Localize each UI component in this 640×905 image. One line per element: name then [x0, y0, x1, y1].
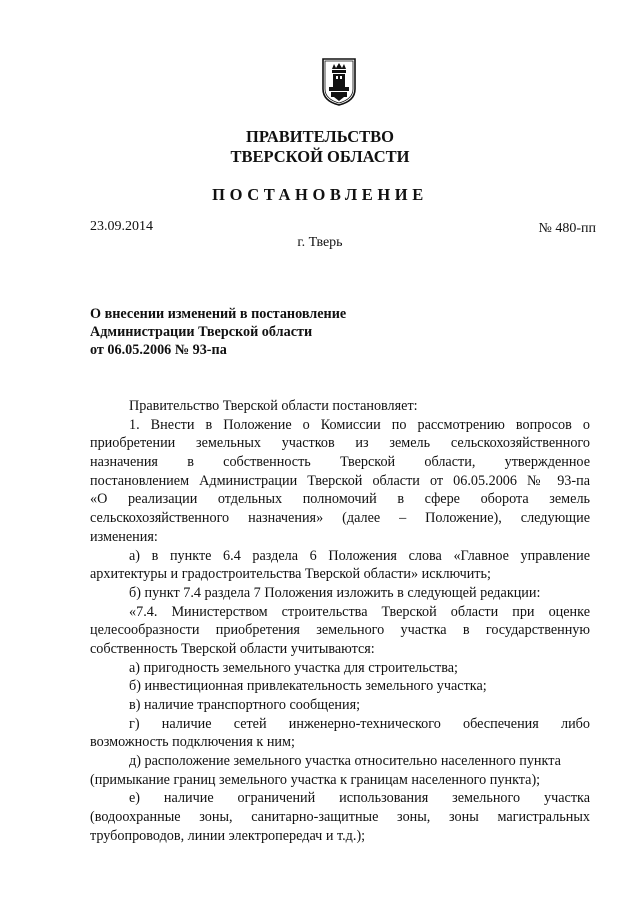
- body-line: е) наличие ограничений использования земельного участка: [129, 790, 590, 807]
- document-number: № 480-пп: [538, 221, 596, 236]
- body-line: а) в пункте 6.4 раздела 6 Положения слова «Главное управление: [129, 547, 590, 564]
- subject-line: от 06.05.2006 № 93-па: [90, 342, 227, 359]
- body-line: а) пригодность земельного участка для строительства;: [129, 659, 458, 676]
- body-line: архитектуры и градостроительства Тверской области» исключить;: [90, 566, 491, 583]
- document-type-title: ПОСТАНОВЛЕНИЕ: [212, 185, 428, 204]
- body-line: «О реализации отдельных полномочий в сфере оборота земель: [90, 491, 590, 508]
- body-line: трубопроводов, линии электропередач и т.д.);: [90, 827, 366, 844]
- organization-name-line2: ТВЕРСКОЙ ОБЛАСТИ: [230, 147, 410, 166]
- subject-line: О внесении изменений в постановление: [90, 306, 347, 322]
- document-subject: [90, 305, 390, 360]
- body-line: приобретении земельных участков из земель сельскохозяйственного: [90, 435, 590, 452]
- document-city: г. Тверь: [297, 235, 343, 250]
- document-date: 23.09.2014: [90, 219, 153, 234]
- organization-name-line1: ПРАВИТЕЛЬСТВО: [246, 127, 394, 146]
- body-line: Правительство Тверской области постановляет:: [129, 398, 418, 414]
- body-line: б) инвестиционная привлекательность земельного участка;: [129, 678, 487, 695]
- body-line: «7.4. Министерством строительства Тверской области при оценке: [129, 603, 590, 620]
- body-line: изменения:: [90, 528, 158, 545]
- body-line: в) наличие транспортного сообщения;: [129, 697, 361, 713]
- body-line: б) пункт 7.4 раздела 7 Положения изложить в следующей редакции:: [129, 584, 541, 601]
- subject-line: Администрации Тверской области: [90, 324, 313, 341]
- body-line: целесообразности приобретения земельного участка в государственную: [90, 622, 590, 639]
- body-line: (примыкание границ земельного участка к границам населенного пункта);: [90, 771, 541, 788]
- body-line: 1. Внести в Положение о Комиссии по рассмотрению вопросов о: [129, 416, 590, 433]
- body-line: (водоохранные зоны, санитарно-защитные зоны, зоны магистральных: [90, 809, 590, 826]
- body-line: собственность Тверской области учитываются:: [90, 640, 375, 657]
- body-line: назначения в собственность Тверской области, утвержденное: [90, 454, 590, 471]
- body-line: г) наличие сетей инженерно-технического обеспечения либо: [129, 715, 590, 732]
- document-body: [90, 397, 590, 846]
- body-line: д) расположение земельного участка относительно населенного пункта: [129, 753, 561, 770]
- tver-coat-of-arms-icon: [321, 57, 357, 107]
- body-line: сельскохозяйственного назначения» (далее – Положение), следующие: [90, 510, 590, 527]
- body-line: возможность подключения к ним;: [90, 734, 295, 751]
- body-line: постановлением Администрации Тверской области от 06.05.2006 № 93-па: [90, 472, 590, 489]
